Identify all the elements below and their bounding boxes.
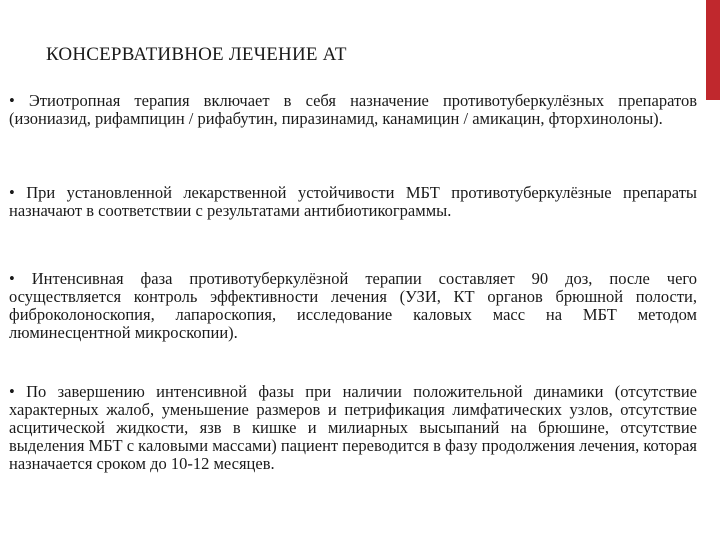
bullet-paragraph-intensive-phase: • Интенсивная фаза противотуберкулёзной терапии составляет 90 доз, после чего осуществляется контроль эффективности лечения (УЗИ, КТ органов брюшной полости, фиброколоноскопия, лапароскопия, исследование каловых масс на МБТ методом люминесцентной микроскопии). bbox=[9, 269, 697, 342]
bullet-paragraph-continuation-phase: • По завершению интенсивной фазы при наличии положительной динамики (отсутствие характерных жалоб, уменьшение размеров и петрификация лимфатических узлов, отсутствие асцитической жидкости, язв в кишке и милиарных высыпаний на брюшине, отсутствие выделения МБТ с каловыми массами) пациент переводится в фазу продолжения лечения, которая назначается сроком до 10-12 месяцев. bbox=[9, 382, 697, 473]
bullet-paragraph-etiotropic-therapy: • Этиотропная терапия включает в себя назначение противотуберкулёзных препаратов (изониазид, рифампицин / рифабутин, пиразинамид, канамицин / амикацин, фторхинолоны). bbox=[9, 91, 697, 128]
bullet-paragraph-drug-resistance: • При установленной лекарственной устойчивости МБТ противотуберкулёзные препараты назначают в соответствии с результатами антибиотикограммы. bbox=[9, 183, 697, 220]
accent-bar bbox=[706, 0, 720, 100]
slide-title: КОНСЕРВАТИВНОЕ ЛЕЧЕНИЕ АТ bbox=[46, 44, 347, 65]
